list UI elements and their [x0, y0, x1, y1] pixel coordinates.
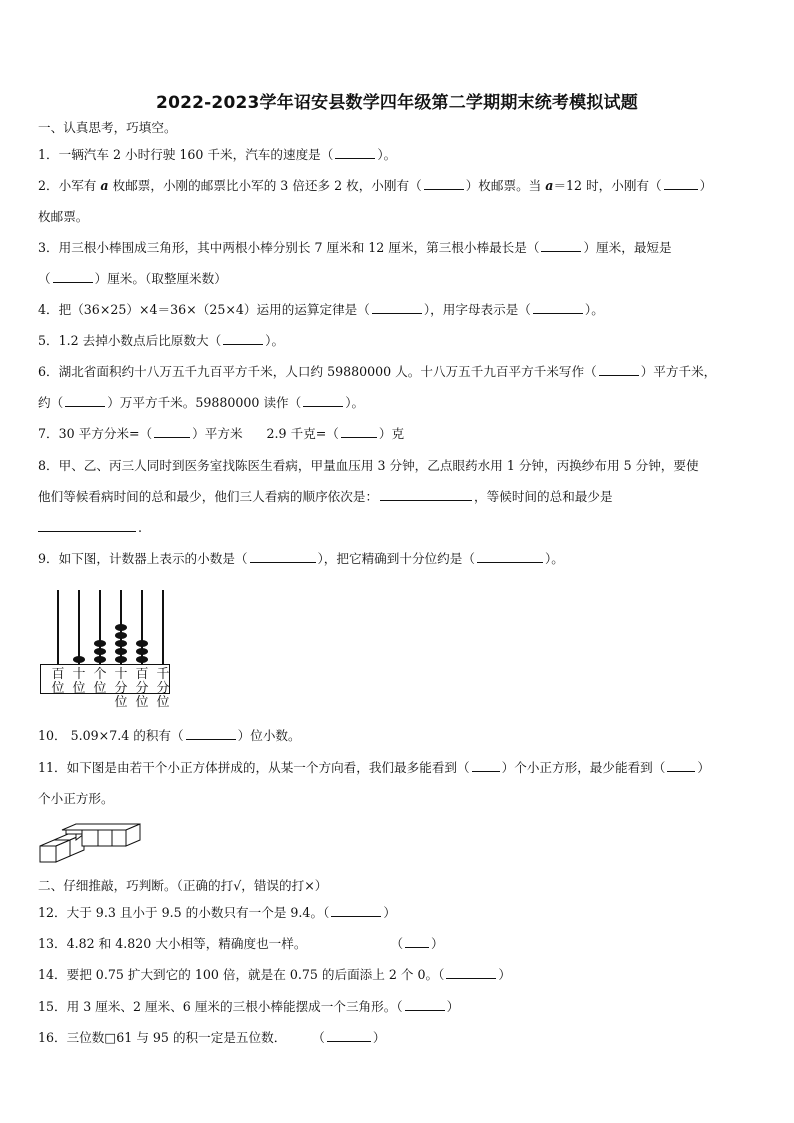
question-11-line-2: 个小正方形。 [38, 791, 114, 806]
answer-blank[interactable] [664, 177, 698, 190]
abacus-bead [73, 656, 85, 663]
section-2-heading: 二、仔细推敲，巧判断。（正确的打√，错误的打×） [38, 878, 328, 893]
question-2-line-1: 2．小军有 a 枚邮票，小刚的邮票比小军的 3 倍还多 2 枚，小刚有（ ）枚邮票。当 a＝12 时，小刚有（ ） [38, 178, 713, 193]
abacus-bead [115, 624, 127, 631]
answer-blank[interactable] [541, 239, 581, 252]
abacus-label: 个 位 [93, 667, 107, 696]
answer-blank[interactable] [250, 550, 316, 563]
answer-blank[interactable] [446, 966, 496, 979]
question-8-line-3: . [38, 519, 762, 537]
abacus-bead [94, 648, 106, 655]
page-title: 2022-2023学年诏安县数学四年级第二学期期末统考模拟试题 [156, 93, 638, 113]
cube-face [66, 830, 82, 834]
question-7: 7．30 平方分米=（ ）平方米 2.9 千克=（ ）克 [38, 426, 405, 441]
abacus-bead [115, 640, 127, 647]
section-1-heading: 一、认真思考，巧填空。 [38, 120, 177, 135]
question-5: 5．1.2 去掉小数点后比原数大（ ）。 [38, 333, 285, 348]
abacus-bead [115, 656, 127, 663]
abacus-rod [162, 590, 164, 668]
question-3-line-1: 3．用三根小棒围成三角形，其中两根小棒分别长 7 厘米和 12 厘米，第三根小棒最长是（ ）厘米，最短是 [38, 240, 672, 255]
question-12: 12．大于 9.3 且小于 9.5 的小数只有一个是 9.4。（ ） [38, 905, 396, 920]
abacus-label: 十 位 [72, 667, 86, 696]
answer-blank[interactable] [405, 935, 429, 948]
question-10: 10． 5.09×7.4 的积有（ ）位小数。 [38, 728, 301, 743]
abacus-rod [57, 590, 59, 668]
cubes-figure [36, 820, 146, 866]
cube-face [40, 846, 56, 862]
answer-blank[interactable] [372, 301, 422, 314]
answer-blank[interactable] [472, 759, 500, 772]
cube-face [112, 830, 126, 846]
question-9: 9．如下图，计数器上表示的小数是（ ），把它精确到十分位约是（ ）。 [38, 551, 564, 566]
abacus-bead [94, 656, 106, 663]
question-8-line-1: 8．甲、乙、丙三人同时到医务室找陈医生看病，甲量血压用 3 分钟，乙点眼药水用 1 分钟，丙换纱布用 5 分钟，要使 [38, 458, 699, 473]
answer-blank[interactable] [331, 904, 381, 917]
abacus-bead [94, 640, 106, 647]
question-6-line-1: 6．湖北省面积约十八万五千九百平方千米，人口约 59880000 人。十八万五千九百平方千米写作（ ）平方千米， [38, 364, 717, 379]
answer-blank[interactable] [303, 394, 343, 407]
abacus-label: 百 位 [51, 667, 65, 696]
answer-blank[interactable] [223, 332, 263, 345]
abacus-label: 百 分 位 [135, 667, 149, 710]
answer-blank[interactable] [53, 270, 93, 283]
answer-blank[interactable] [186, 727, 236, 740]
question-6-line-2: 约（ ）万平方千米。59880000 读作（ ）。 [38, 395, 365, 410]
question-3-line-2: （ ）厘米。（取整厘米数） [38, 271, 227, 286]
answer-blank[interactable] [335, 146, 375, 159]
abacus-label: 千 分 位 [156, 667, 170, 710]
question-14: 14．要把 0.75 扩大到它的 100 倍，就是在 0.75 的后面添上 2 个 0。（ ） [38, 967, 511, 982]
abacus-bead [136, 640, 148, 647]
question-16: 16．三位数□61 与 95 的积一定是五位数． （ ） [38, 1030, 386, 1045]
question-8-line-2: 他们等候看病时间的总和最少，他们三人看病的顺序依次是： ，等候时间的总和最少是 [38, 489, 613, 504]
answer-blank[interactable] [154, 425, 190, 438]
answer-blank[interactable] [477, 550, 543, 563]
question-1: 1．一辆汽车 2 小时行驶 160 千米，汽车的速度是（ ）。 [38, 147, 397, 162]
answer-blank[interactable] [533, 301, 583, 314]
cube-face [98, 830, 112, 846]
abacus-bead [136, 648, 148, 655]
abacus-figure [40, 586, 176, 712]
answer-blank[interactable] [327, 1029, 371, 1042]
answer-blank[interactable] [599, 363, 639, 376]
cube-face [82, 830, 98, 846]
question-2-line-2: 枚邮票。 [38, 209, 89, 224]
answer-blank[interactable] [380, 488, 472, 501]
abacus-bead [136, 656, 148, 663]
answer-blank[interactable] [65, 394, 105, 407]
answer-blank[interactable] [405, 998, 445, 1011]
question-15: 15．用 3 厘米、2 厘米、6 厘米的三根小棒能摆成一个三角形。（ ） [38, 999, 460, 1014]
abacus-bead [115, 648, 127, 655]
answer-blank[interactable] [38, 519, 136, 532]
question-13: 13．4.82 和 4.820 大小相等，精确度也一样。 （ ） [38, 936, 444, 951]
answer-blank[interactable] [667, 759, 695, 772]
abacus-label: 十 分 位 [114, 667, 128, 710]
abacus-bead [115, 632, 127, 639]
question-11-line-1: 11．如下图是由若干个小正方体拼成的，从某一个方向看，我们最多能看到（ ）个小正方形，最少能看到（ ） [38, 760, 710, 775]
question-4: 4．把（36×25）×4＝36×（25×4）运用的运算定律是（ ），用字母表示是（ ）。 [38, 302, 604, 317]
answer-blank[interactable] [341, 425, 377, 438]
answer-blank[interactable] [424, 177, 464, 190]
